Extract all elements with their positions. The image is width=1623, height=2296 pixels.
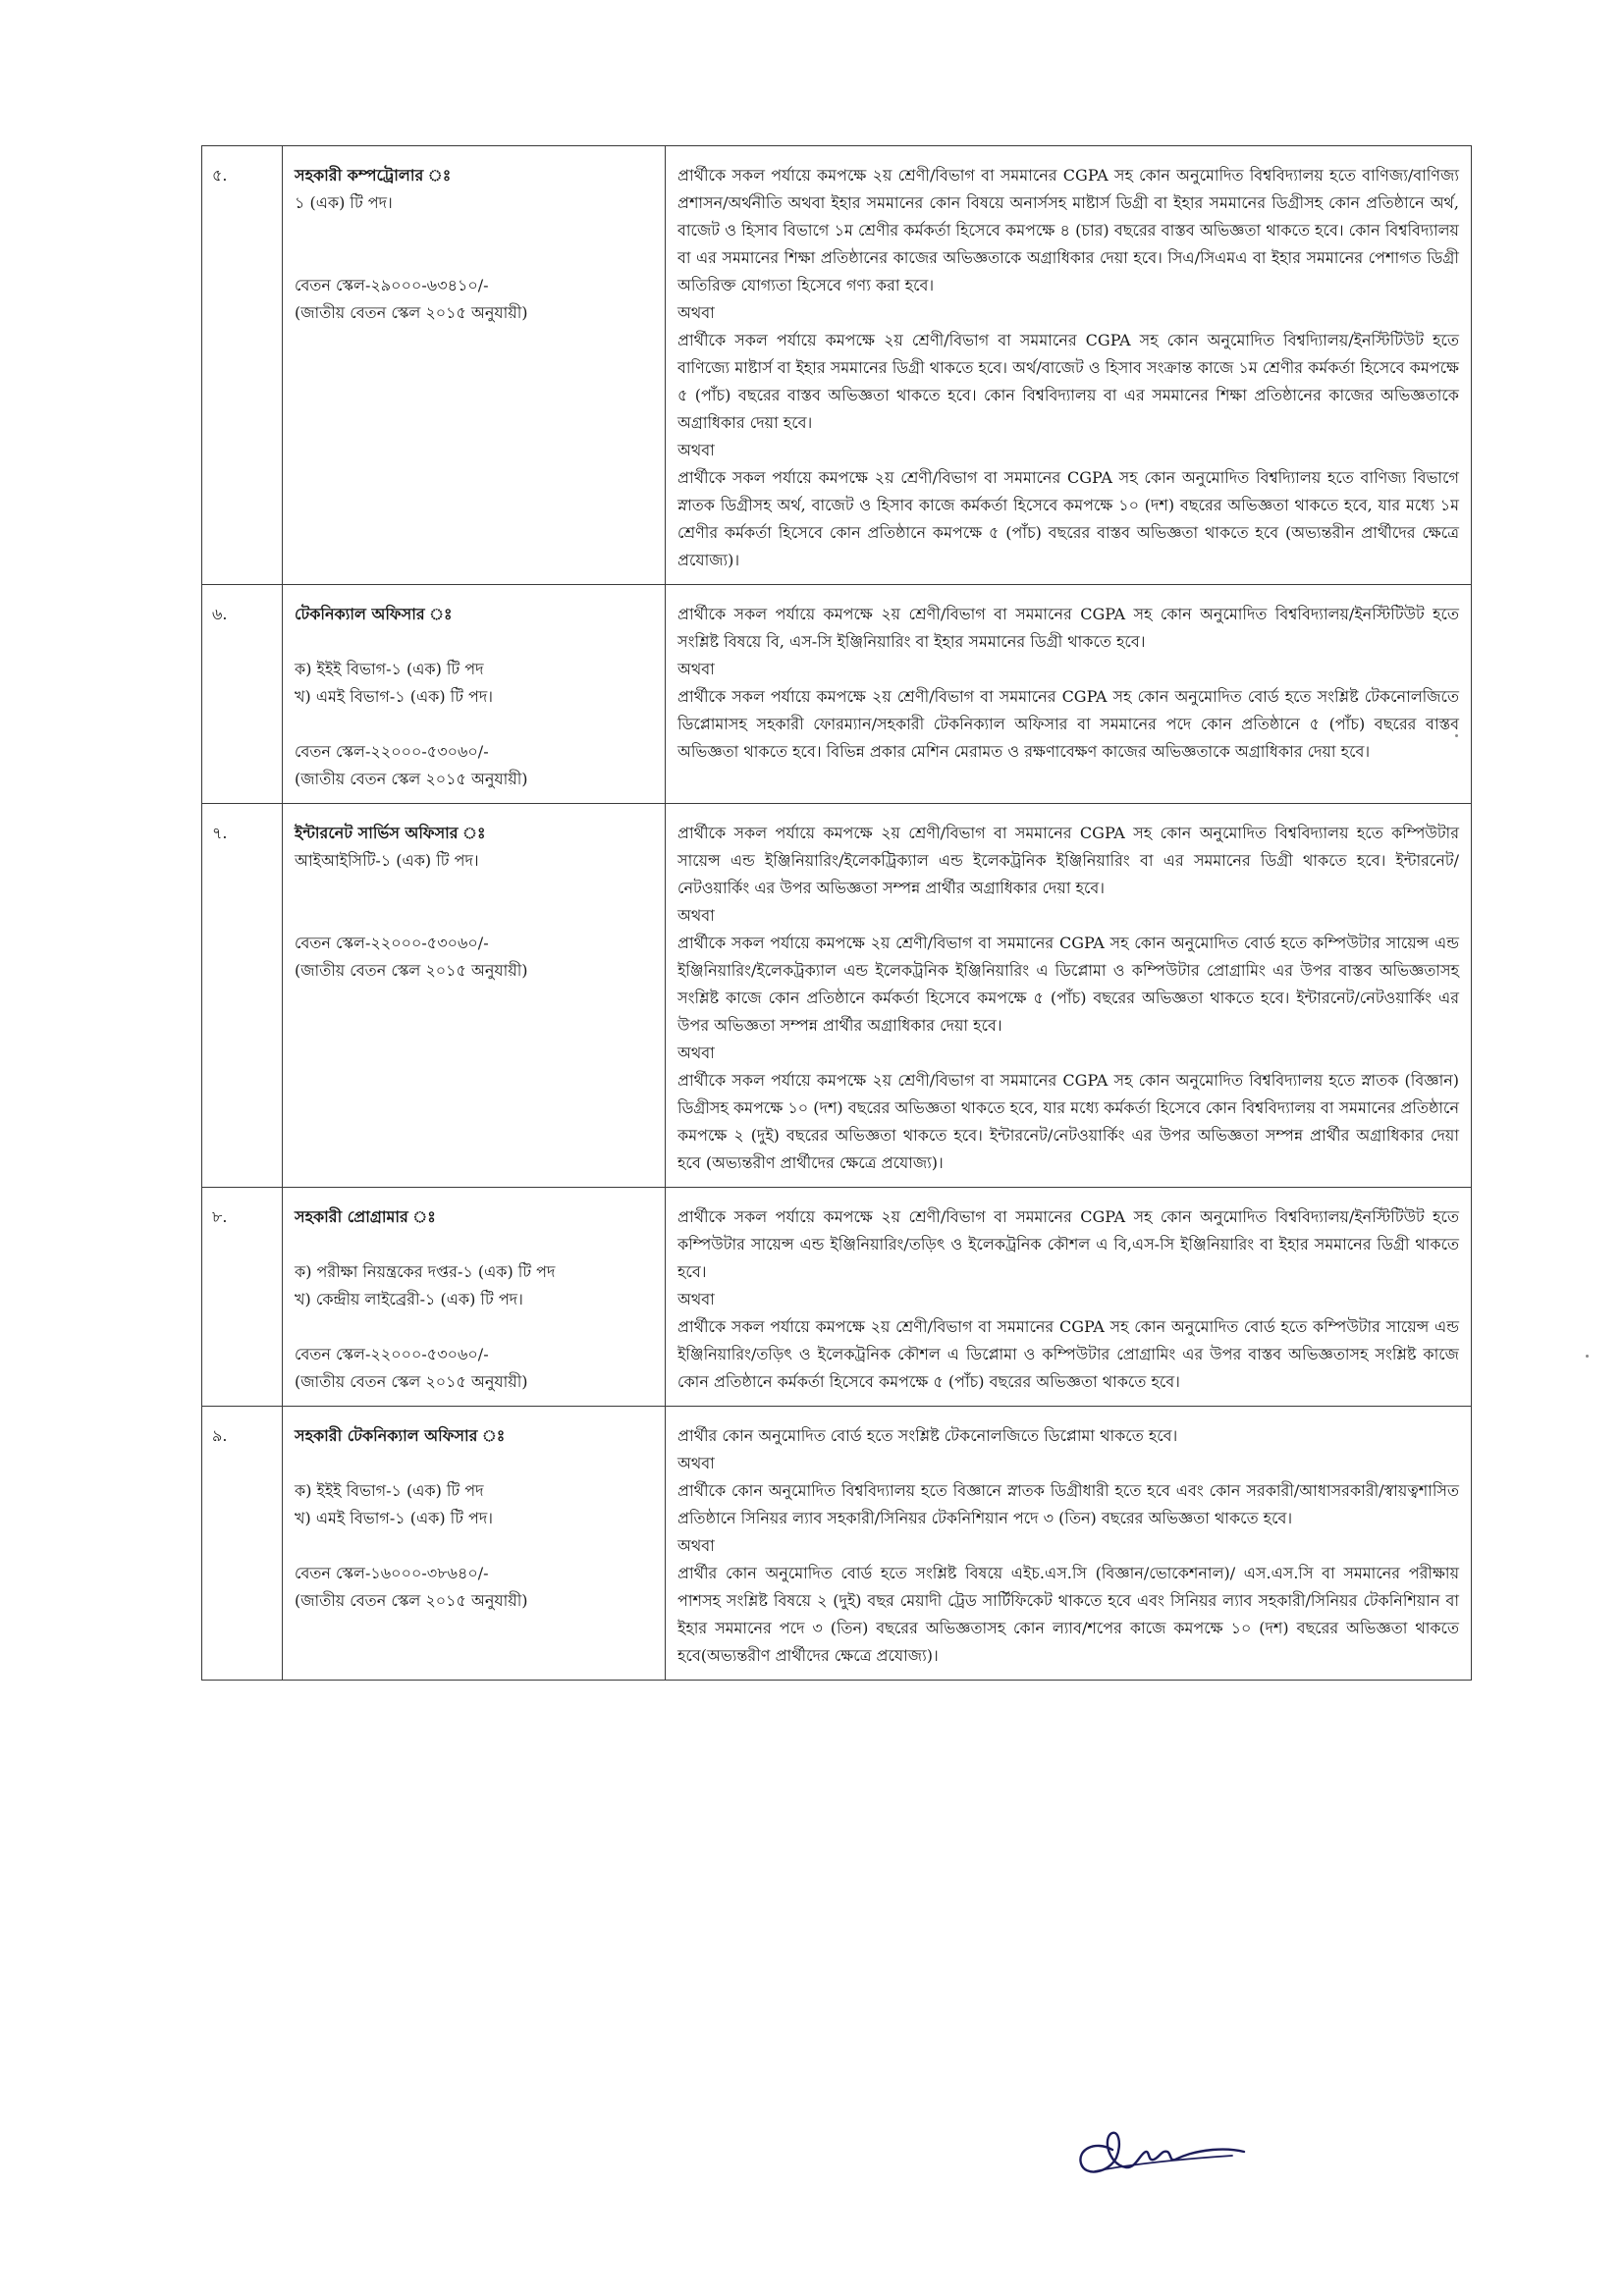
qualification-cell (666, 1407, 1472, 1681)
table-body (202, 146, 1472, 1681)
pay-scale: বেতন স্কেল-১৬০০০-৩৮৬৪০/- (295, 1564, 489, 1582)
or-separator: অথবা (677, 1290, 715, 1308)
post-count: খ) কেন্দ্রীয় লাইব্রেরী-১ (এক) টি পদ। (295, 1290, 523, 1308)
row-number: ৫. (202, 146, 283, 585)
post-count: ক) ইইই বিভাগ-১ (এক) টি পদ (295, 1481, 484, 1500)
paper-speck (1455, 734, 1458, 737)
row-number: ৭. (202, 804, 283, 1188)
qualification-text: প্রার্থীকে সকল পর্যায়ে কমপক্ষে ২য় শ্রেণী/বিভাগ বা সমমানের CGPA সহ কোন অনুমোদিত বিশ্ববিদ্যালয়/ইনস্টিটিউট হতে কম্পিউটার সায়েন্স এন্ড ইঞ্জিনিয়ারিং/তড়িৎ ও ইলেকট্রনিক কৌশল এ বি,এস-সি ইঞ্জিনিয়ারিং বা ইহার সমমানের ডিগ্রী থাকতে হবে। (677, 1207, 1459, 1281)
table-row (202, 804, 1472, 1188)
pay-scale: বেতন স্কেল-২২০০০-৫৩০৬০/- (295, 742, 489, 761)
qualification-cell (666, 585, 1472, 804)
qualification-text: প্রার্থীকে সকল পর্যায়ে কমপক্ষে ২য় শ্রেণী/বিভাগ বা সমমানের CGPA সহ কোন অনুমোদিত বোর্ড হতে কম্পিউটার সায়েন্স এন্ড ইঞ্জিনিয়ারিং/ইলেকট্রক্যাল এন্ড ইলেকট্রনিক ইঞ্জিনিয়ারিং এ ডিপ্লোমা ও কম্পিউটার প্রোগ্রামিং এর উপর বাস্তব অভিজ্ঞতাসহ সংশ্লিষ্ট কাজে কোন প্রতিষ্ঠানে কর্মকর্তা হিসেবে কমপক্ষে ৫ (পাঁচ) বছরের অভিজ্ঞতা থাকতে হবে। ইন্টারনেট/নেটওয়ার্কিং এর উপর অভিজ্ঞতা সম্পন্ন প্রার্থীর অগ্রাধিকার দেয়া হবে। (677, 934, 1459, 1035)
qualification-text: প্রার্থীকে সকল পর্যায়ে কমপক্ষে ২য় শ্রেণী/বিভাগ বা সমমানের CGPA সহ কোন অনুমোদিত বিশ্ববিদ্যালয় হতে স্নাতক (বিজ্ঞান) ডিগ্রীসহ কমপক্ষে ১০ (দশ) বছরের অভিজ্ঞতা থাকতে হবে, যার মধ্যে কর্মকর্তা হিসেবে কোন বিশ্ববিদ্যালয় বা সমমানের প্রতিষ্ঠানে কমপক্ষে ২ (দুই) বছরের অভিজ্ঞতা থাকতে হবে। ইন্টারনেট/নেটওয়ার্কিং এর উপর অভিজ্ঞতা সম্পন্ন প্রার্থীর অগ্রাধিকার দেয়া হবে (অভ্যন্তরীণ প্রার্থীদের ক্ষেত্রে প্রযোজ্য)। (677, 1071, 1459, 1172)
qualification-text: প্রার্থীকে সকল পর্যায়ে কমপক্ষে ২য় শ্রেণী/বিভাগ বা সমমানের CGPA সহ কোন অনুমোদিত বিশ্বদ্যিালয়/ইনস্টিটিউট হতে বাণিজ্যে মাষ্টার্স বা ইহার সমমানের ডিগ্রী থাকতে হবে। অর্থ/বাজেট ও হিসাব সংক্রান্ত কাজে ১ম শ্রেণীর কর্মকর্তা হিসেবে কমপক্ষে ৫ (পাঁচ) বছরের বাস্তব অভিজ্ঞতা থাকতে হবে। কোন বিশ্ববিদ্যালয় বা এর সমমানের শিক্ষা প্রতিষ্ঠানের কাজের অভিজ্ঞতাকে অগ্রাধিকার দেয়া হবে। (677, 331, 1459, 432)
spacer (295, 1313, 653, 1341)
or-separator: অথবা (677, 660, 715, 678)
table-row (202, 1188, 1472, 1407)
spacer (295, 628, 653, 656)
spacer (295, 217, 653, 244)
or-separator: অথবা (677, 1454, 715, 1472)
pay-scale: বেতন স্কেল-২২০০০-৫৩০৬০/- (295, 1345, 489, 1363)
post-title: সহকারী কম্পট্রোলার ঃ (295, 166, 452, 185)
qualification-text: প্রার্থীর কোন অনুমোদিত বোর্ড হতে সংশ্লিষ্ট টেকনোলজিতে ডিপ্লোমা থাকতে হবে। (677, 1426, 1178, 1445)
pay-scale-note: (জাতীয় বেতন স্কেল ২০১৫ অনুযায়ী) (295, 770, 528, 788)
spacer (295, 1231, 653, 1258)
qualification-text: প্রার্থীকে সকল পর্যায়ে কমপক্ষে ২য় শ্রেণী/বিভাগ বা সমমানের CGPA সহ কোন অনুমোদিত বিশ্ববিদ্যালয় হতে কম্পিউটার সায়েন্স এন্ড ইঞ্জিনিয়ারিং/ইলেকট্রিক্যাল এন্ড ইলেকট্রনিক ইঞ্জিনিয়ারিং বা এর সমমানের ডিগ্রী থাকতে হবে। ইন্টারনেট/নেটওয়ার্কিং এর উপর অভিজ্ঞতা সম্পন্ন প্রার্থীর অগ্রাধিকার দেয়া হবে। (677, 824, 1459, 897)
post-title: ইন্টারনেট সার্ভিস অফিসার ঃ (295, 824, 486, 842)
row-number: ৮. (202, 1188, 283, 1407)
pay-scale: বেতন স্কেল-২২০০০-৫৩০৬০/- (295, 934, 489, 952)
recruitment-table (201, 145, 1472, 1681)
spacer (295, 902, 653, 930)
spacer (295, 1450, 653, 1477)
table-row (202, 1407, 1472, 1681)
table-row (202, 585, 1472, 804)
row-number: ৬. (202, 585, 283, 804)
qualification-cell (666, 146, 1472, 585)
post-title: সহকারী প্রোগ্রামার ঃ (295, 1207, 436, 1226)
row-number: ৯. (202, 1407, 283, 1681)
post-cell (283, 146, 666, 585)
spacer (295, 711, 653, 738)
post-cell (283, 804, 666, 1188)
signature (1065, 2107, 1252, 2185)
pay-scale-note: (জাতীয় বেতন স্কেল ২০১৫ অনুযায়ী) (295, 303, 528, 322)
pay-scale-note: (জাতীয় বেতন স্কেল ২০১৫ অনুযায়ী) (295, 961, 528, 980)
post-cell (283, 1407, 666, 1681)
post-cell (283, 1188, 666, 1407)
qualification-text: প্রার্থীকে কোন অনুমোদিত বিশ্ববিদ্যালয় হতে বিজ্ঞানে স্নাতক ডিগ্রীধারী হতে হবে এবং কোন সরকারী/আধাসরকারী/স্বায়ত্বশাসিত প্রতিষ্ঠানে সিনিয়র ল্যাব সহকারী/সিনিয়র টেকনিশিয়ান পদে ৩ (তিন) বছরের অভিজ্ঞতা থাকতে হবে। (677, 1481, 1459, 1527)
qualification-text: প্রার্থীকে সকল পর্যায়ে কমপক্ষে ২য় শ্রেণী/বিভাগ বা সমমানের CGPA সহ কোন অনুমোদিত বোর্ড হতে সংশ্লিষ্ট টেকনোলজিতে ডিপ্লোমাসহ সহকারী ফোরম্যান/সহকারী টেকনিক্যাল অফিসার বা সমমানের পদে কোন প্রতিষ্ঠানে ৫ (পাঁচ) বছরের বাস্তব অভিজ্ঞতা থাকতে হবে। বিভিন্ন প্রকার মেশিন মেরামত ও রক্ষণাবেক্ষণ কাজের অভিজ্ঞতাকে অগ্রাধিকার দেয়া হবে। (677, 687, 1459, 761)
or-separator: অথবা (677, 303, 715, 322)
qualification-text: প্রার্থীর কোন অনুমোদিত বোর্ড হতে সংশ্লিষ্ট বিষয়ে এইচ.এস.সি (বিজ্ঞান/ভোকেশনাল)/ এস.এস.সি বা সমমানের পরীক্ষায় পাশসহ সংশ্লিষ্ট বিষয়ে ২ (দুই) বছর মেয়াদী ট্রেড সার্টিফিকেট থাকতে হবে এবং সিনিয়র ল্যাব সহকারী/সিনিয়র টেকনিশিয়ান বা ইহার সমমানের পদে ৩ (তিন) বছরের অভিজ্ঞতাসহ কোন ল্যাব/শপের কাজে কমপক্ষে ১০ (দশ) বছরের অভিজ্ঞতা থাকতে হবে(অভ্যন্তরীণ প্রার্থীদের ক্ষেত্রে প্রযোজ্য)। (677, 1564, 1459, 1665)
qualification-text: প্রার্থীকে সকল পর্যায়ে কমপক্ষে ২য় শ্রেণী/বিভাগ বা সমমানের CGPA সহ কোন অনুমোদিত বিশ্ববিদ্যালয়/ইনস্টিটিউট হতে সংশ্লিষ্ট বিষয়ে বি, এস-সি ইঞ্জিনিয়ারিং বা ইহার সমমানের ডিগ্রী থাকতে হবে। (677, 605, 1459, 651)
qualification-cell (666, 804, 1472, 1188)
qualification-text: প্রার্থীকে সকল পর্যায়ে কমপক্ষে ২য় শ্রেণী/বিভাগ বা সমমানের CGPA সহ কোন অনুমোদিত বোর্ড হতে কম্পিউটার সায়েন্স এন্ড ইঞ্জিনিয়ারিং/তড়িৎ ও ইলেকট্রনিক কৌশল এ ডিপ্লোমা ও কম্পিউটার প্রোগ্রামিং এর উপর বাস্তব অভিজ্ঞতাসহ সংশ্লিষ্ট কাজে কোন প্রতিষ্ঠানে কর্মকর্তা হিসেবে কমপক্ষে ৫ (পাঁচ) বছরের অভিজ্ঞতা থাকতে হবে। (677, 1317, 1459, 1391)
or-separator: অথবা (677, 906, 715, 925)
qualification-text: প্রার্থীকে সকল পর্যায়ে কমপক্ষে ২য় শ্রেণী/বিভাগ বা সমমানের CGPA সহ কোন অনুমোদিত বিশ্বদ্যিালয় হতে বাণিজ্য বিভাগে স্নাতক ডিগ্রীসহ অর্থ, বাজেট ও হিসাব কাজে কর্মকর্তা হিসেবে কমপক্ষে ১০ (দশ) বছরের অভিজ্ঞতা থাকতে হবে, যার মধ্যে ১ম শ্রেণীর কর্মকর্তা হিসেবে কোন প্রতিষ্ঠানে কমপক্ষে ৫ (পাঁচ) বছরের বাস্তব অভিজ্ঞতা থাকতে হবে (অভ্যন্তরীন প্রার্থীদের ক্ষেত্রে প্রযোজ্য)। (677, 468, 1459, 569)
spacer (295, 875, 653, 902)
or-separator: অথবা (677, 1536, 715, 1555)
table-row (202, 146, 1472, 585)
spacer (295, 244, 653, 272)
post-count: খ) এমই বিভাগ-১ (এক) টি পদ। (295, 687, 494, 706)
qualification-cell (666, 1188, 1472, 1407)
or-separator: অথবা (677, 441, 715, 459)
post-title: টেকনিক্যাল অফিসার ঃ (295, 605, 453, 623)
post-count: খ) এমই বিভাগ-১ (এক) টি পদ। (295, 1509, 494, 1527)
or-separator: অথবা (677, 1043, 715, 1062)
post-count: আইআইসিটি-১ (এক) টি পদ। (295, 851, 479, 870)
post-title: সহকারী টেকনিক্যাল অফিসার ঃ (295, 1426, 506, 1445)
post-count: ১ (এক) টি পদ। (295, 193, 393, 212)
pay-scale-note: (জাতীয় বেতন স্কেল ২০১৫ অনুযায়ী) (295, 1372, 528, 1391)
qualification-text: প্রার্থীকে সকল পর্যায়ে কমপক্ষে ২য় শ্রেণী/বিভাগ বা সমমানের CGPA সহ কোন অনুমোদিত বিশ্ববিদ্যালয় হতে বাণিজ্য/বাণিজ্য প্রশাসন/অর্থনীতি অথবা ইহার সমমানের কোন বিষয়ে অনার্সসহ মাষ্টার্স ডিগ্রী বা ইহার সমমানের ডিগ্রীসহ কোন প্রতিষ্ঠানে অর্থ, বাজেট ও হিসাব বিভাগে ১ম শ্রেণীর কর্মকর্তা হিসেবে কমপক্ষে ৪ (চার) বছরের বাস্তব অভিজ্ঞতা থাকতে হবে। কোন বিশ্ববিদ্যালয় বা এর সমমানের শিক্ষা প্রতিষ্ঠানের কাজের অভিজ্ঞতাকে অগ্রাধিকার দেয়া হবে। সিএ/সিএমএ বা ইহার সমমানের পেশাগত ডিগ্রী অতিরিক্ত যোগ্যতা হিসেবে গণ্য করা হবে। (677, 166, 1459, 294)
post-cell (283, 585, 666, 804)
post-count: ক) ইইই বিভাগ-১ (এক) টি পদ (295, 660, 484, 678)
post-count: ক) পরীক্ষা নিয়ন্ত্রকের দপ্তর-১ (এক) টি পদ (295, 1262, 556, 1281)
pay-scale-note: (জাতীয় বেতন স্কেল ২০১৫ অনুযায়ী) (295, 1591, 528, 1610)
spacer (295, 1532, 653, 1560)
paper-speck (1586, 1355, 1589, 1358)
pay-scale: বেতন স্কেল-২৯০০০-৬৩৪১০/- (295, 276, 489, 294)
